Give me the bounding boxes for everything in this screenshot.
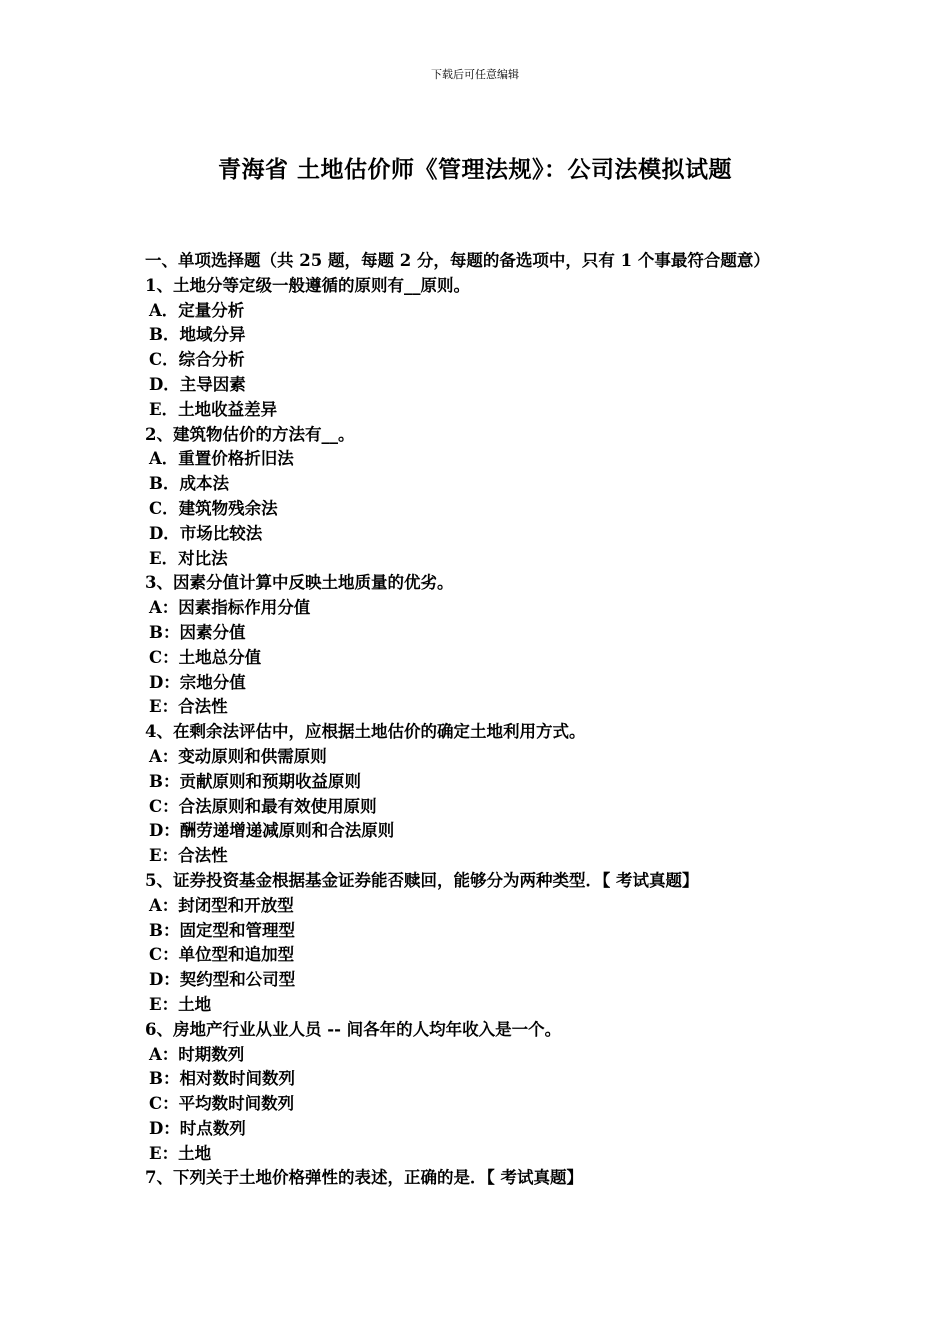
answer-option: D：宗地分值 [149, 672, 246, 692]
question-text: 4、在剩余法评估中，应根据土地估价的确定土地利用方式。 [145, 722, 586, 742]
answer-option: C．建筑物残余法 [149, 498, 278, 518]
answer-option: B．成本法 [149, 474, 229, 494]
question-text: 3、因素分值计算中反映土地质量的优劣。 [145, 573, 454, 593]
question-text: 2、建筑物估价的方法有__。 [145, 424, 355, 444]
question-text: 5、证券投资基金根据基金证券能否赎回，能够分为两种类型．【 考试真题】 [145, 870, 699, 890]
answer-option: C：土地总分值 [149, 647, 262, 667]
document-title: 青海省 土地估价师《管理法规》：公司法模拟试题 [217, 156, 732, 183]
question-text: 7、下列关于土地价格弹性的表述，正确的是．【 考试真题】 [145, 1168, 583, 1188]
question-list [145, 274, 817, 1191]
question-block [145, 571, 817, 720]
answer-option: B：因素分值 [149, 622, 246, 642]
answer-option: A．重置价格折旧法 [149, 449, 294, 469]
answer-option: B：相对数时间数列 [149, 1069, 295, 1089]
answer-option: C：合法原则和最有效使用原则 [149, 796, 377, 816]
question-text: 1、土地分等定级一般遵循的原则有__原则。 [145, 275, 470, 295]
question-block [145, 1018, 817, 1167]
answer-option: A：封闭型和开放型 [149, 895, 294, 915]
answer-option: E：土地 [149, 1143, 212, 1163]
answer-option: D：酬劳递增递减原则和合法原则 [149, 821, 395, 841]
question-block [145, 720, 817, 869]
answer-option: C：单位型和追加型 [149, 945, 295, 965]
answer-option: E．对比法 [149, 548, 228, 568]
answer-option: D：时点数列 [149, 1118, 246, 1138]
answer-option: A：变动原则和供需原则 [149, 746, 327, 766]
answer-option: D：契约型和公司型 [149, 970, 296, 990]
answer-option: E．土地收益差异 [149, 399, 278, 419]
header-note: 下载后可任意编辑 [431, 68, 519, 81]
question-text: 6、房地产行业从业人员 -- 间各年的人均年收入是一个。 [145, 1019, 562, 1039]
section-heading: 一、单项选择题（共 25 题，每题 2 分，每题的备选项中，只有 1 个事最符合题意） [145, 251, 770, 270]
answer-option: C．综合分析 [149, 350, 245, 370]
question-block [145, 869, 817, 1018]
answer-option: D．市场比较法 [149, 523, 263, 543]
answer-option: A．定量分析 [149, 300, 245, 320]
question-block [145, 1166, 817, 1191]
answer-option: E：土地 [149, 994, 212, 1014]
answer-option: A：因素指标作用分值 [149, 598, 311, 618]
answer-option: C：平均数时间数列 [149, 1094, 295, 1114]
answer-option: E：合法性 [149, 697, 228, 717]
answer-option: B．地域分异 [149, 325, 246, 345]
answer-option: D．主导因素 [149, 374, 246, 394]
document-body [145, 249, 817, 1191]
question-block [145, 274, 817, 423]
answer-option: A：时期数列 [149, 1044, 245, 1064]
answer-option: E：合法性 [149, 846, 228, 866]
answer-option: B：贡献原则和预期收益原则 [149, 771, 361, 791]
question-block [145, 423, 817, 572]
answer-option: B：固定型和管理型 [149, 920, 295, 940]
